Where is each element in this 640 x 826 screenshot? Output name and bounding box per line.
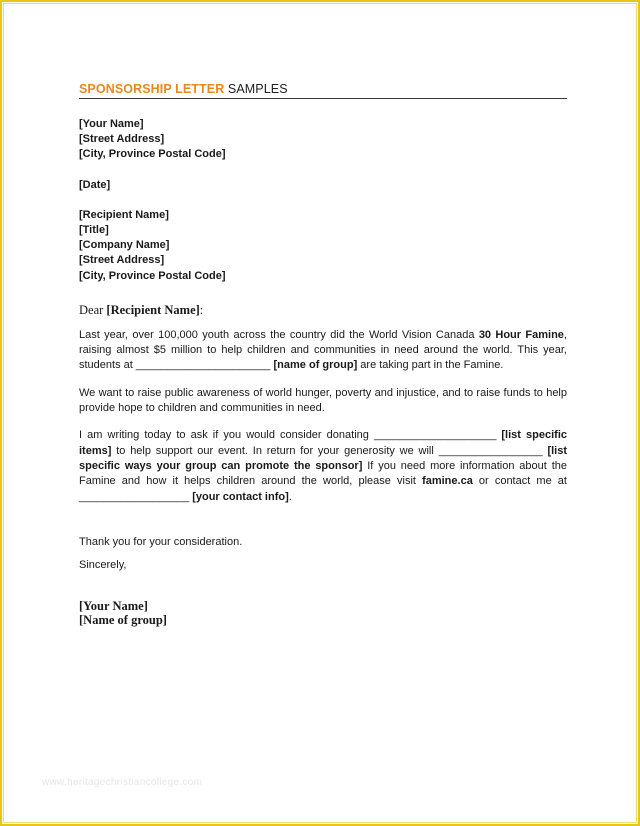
p3-bold-website: famine.ca bbox=[422, 475, 473, 488]
watermark-text: www.heritagechristiancollege.com bbox=[42, 777, 203, 788]
signature-group: [Name of group] bbox=[79, 613, 167, 628]
p1-text-1: Last year, over 100,000 youth across the country did the World Vision Canada bbox=[79, 328, 479, 341]
sender-street: [Street Address] bbox=[79, 133, 165, 146]
recipient-company: [Company Name] bbox=[79, 239, 170, 252]
recipient-street: [Street Address] bbox=[79, 254, 165, 267]
p3-text-5: . bbox=[288, 490, 292, 503]
p3-bold-promote: [list specific ways your group can promote the sponsor] bbox=[79, 444, 567, 472]
recipient-address bbox=[79, 208, 567, 284]
letter-date bbox=[79, 178, 567, 193]
letter-content bbox=[79, 82, 567, 628]
p3-text-4: or contact me at __________________ bbox=[79, 475, 567, 503]
thanks-line: Thank you for your consideration. bbox=[79, 535, 243, 548]
closing-line: Sincerely, bbox=[79, 558, 127, 571]
page-heading bbox=[79, 82, 567, 99]
sender-address bbox=[79, 117, 567, 163]
p1-text-2: , raising almost $5 million to help children and communities in need around the world. This year, students at ______________________ bbox=[79, 328, 567, 372]
signature-name: [Your Name] bbox=[79, 598, 148, 613]
salutation-prefix: Dear bbox=[79, 302, 107, 317]
p3-text-1: I am writing today to ask if you would consider donating ____________________ bbox=[79, 429, 502, 442]
heading-rest: SAMPLES bbox=[224, 82, 288, 96]
sender-name: [Your Name] bbox=[79, 118, 144, 130]
p2-text-1: We want to raise public awareness of world hunger, poverty and injustice, and to raise funds to help provide hope to children and communities in need. bbox=[79, 386, 567, 415]
salutation-name: [Recipient Name] bbox=[106, 302, 200, 317]
p3-text-3: If you need more information about the Famine and how it helps children around the world, please visit bbox=[79, 459, 567, 488]
p1-bold-famine: 30 Hour Famine bbox=[478, 328, 564, 341]
recipient-name: [Recipient Name] bbox=[79, 208, 169, 221]
signature-block bbox=[79, 599, 567, 628]
recipient-title: [Title] bbox=[79, 224, 109, 237]
date-placeholder: [Date] bbox=[79, 178, 111, 191]
paragraph-purpose bbox=[79, 386, 567, 417]
recipient-city: [City, Province Postal Code] bbox=[79, 269, 226, 282]
heading-accent: SPONSORSHIP LETTER bbox=[79, 82, 225, 96]
paragraph-intro bbox=[79, 328, 567, 374]
salutation bbox=[79, 302, 567, 318]
p1-text-3: are taking part in the Famine. bbox=[357, 359, 504, 372]
p1-bold-group: [name of group] bbox=[273, 359, 358, 372]
p3-bold-contact: [your contact info] bbox=[192, 490, 289, 503]
paragraph-request bbox=[79, 428, 567, 504]
sender-city: [City, Province Postal Code] bbox=[79, 148, 226, 161]
p3-text-2: to help support our event. In return for your generosity we will _________________ bbox=[111, 444, 548, 457]
salutation-suffix: : bbox=[199, 302, 204, 317]
p3-bold-items: [list specific items] bbox=[79, 429, 567, 457]
